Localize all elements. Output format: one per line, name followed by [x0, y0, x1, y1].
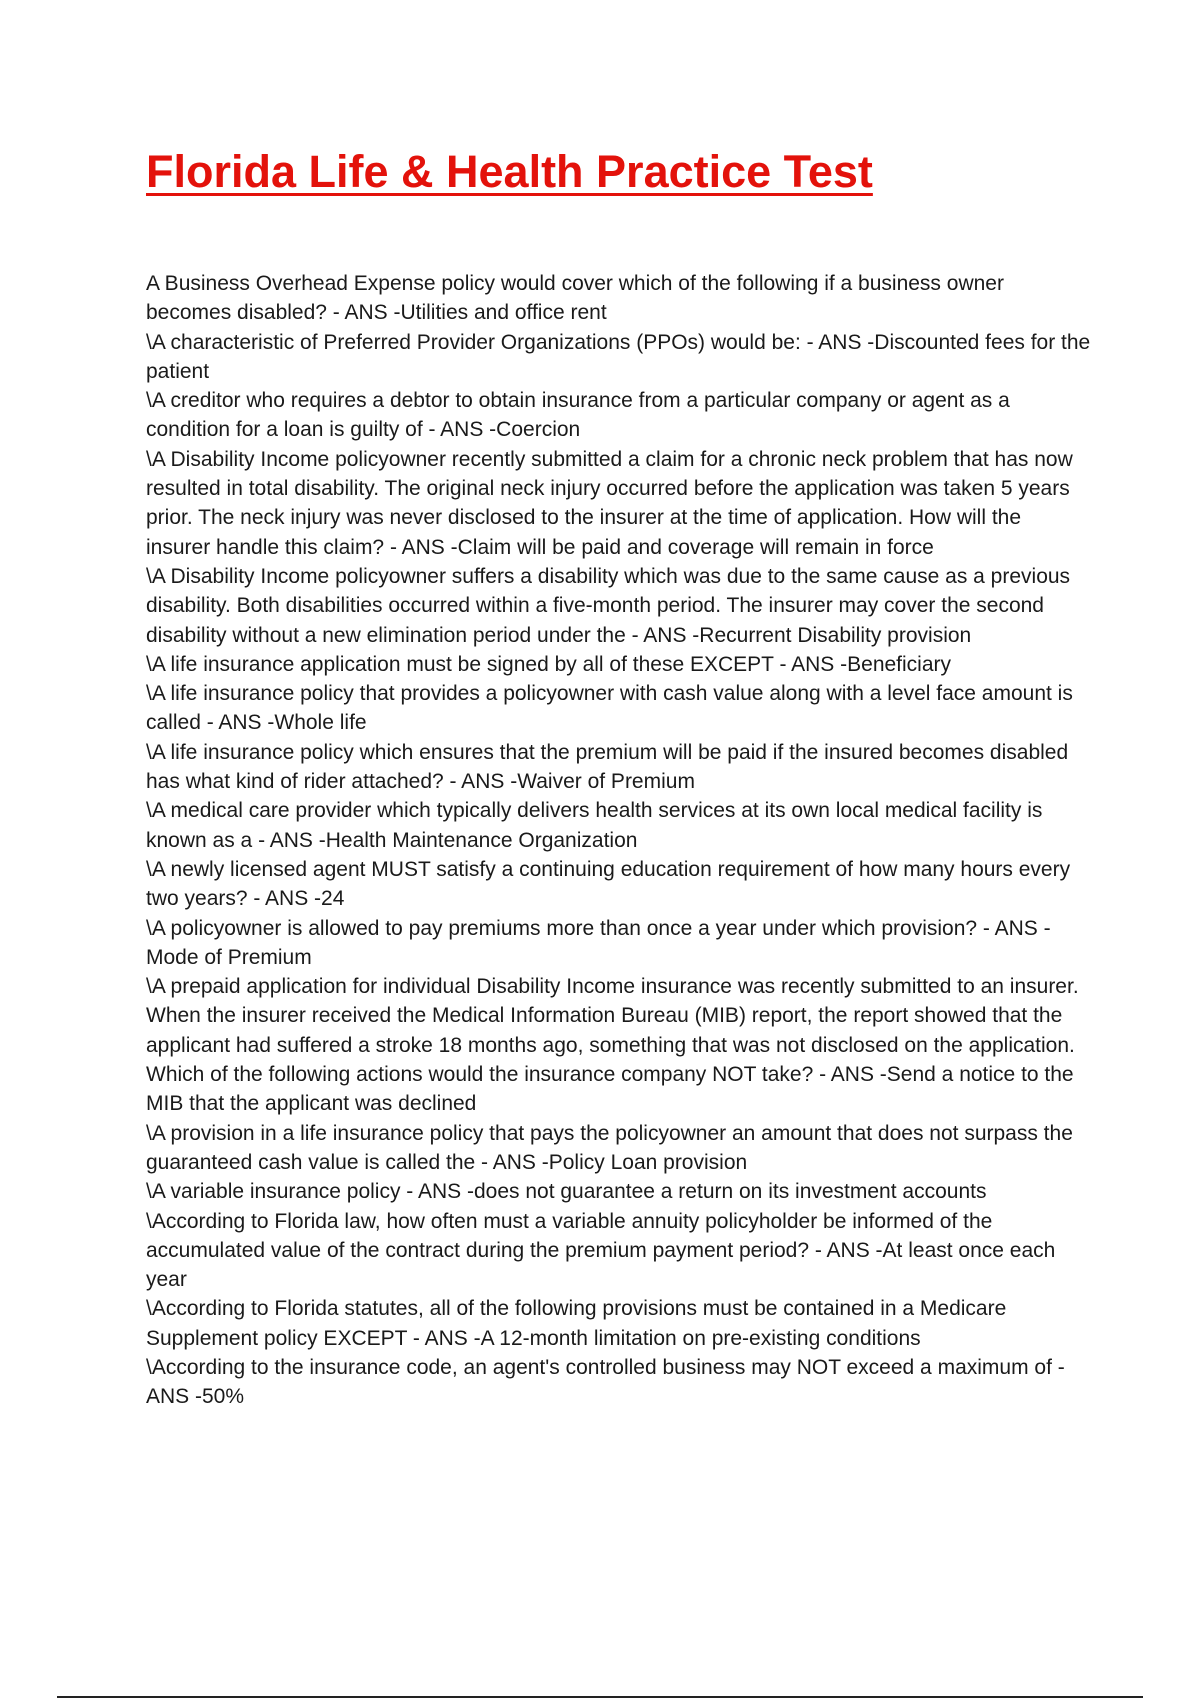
qa-item: \A life insurance policy which ensures that the premium will be paid if the insured becomes disabled has what kind of rider attached? - ANS -Waiver of Premium	[146, 740, 1069, 794]
qa-item: \A Disability Income policyowner suffers a disability which was due to the same cause as a previous disability. Both disabilities occurred within a five-month period. The insurer may cover the second disability without a new elimination period under the - ANS -Recurrent Disability provision	[146, 564, 1071, 647]
qa-item: \A characteristic of Preferred Provider Organizations (PPOs) would be: - ANS -Discounted fees for the patient	[146, 330, 1091, 383]
qa-item: \A policyowner is allowed to pay premiums more than once a year under which provision? - ANS -Mode of Premium	[146, 916, 1051, 969]
qa-item: \A Disability Income policyowner recently submitted a claim for a chronic neck problem that has now resulted in total disability. The original neck injury occurred before the application was taken 5 years prior. The neck injury was never disclosed to the insurer at the time of application. How will the insurer handle this claim? - ANS -Claim will be paid and coverage will remain in force	[146, 447, 1073, 559]
qa-item: \According to Florida law, how often must a variable annuity policyholder be informed of the accumulated value of the contract during the premium payment period? - ANS -At least once each year	[146, 1209, 1056, 1292]
qa-item: \A prepaid application for individual Disability Income insurance was recently submitted to an insurer. When the insurer received the Medical Information Bureau (MIB) report, the report showed that the applicant had suffered a stroke 18 months ago, something that was not disclosed on the application. Which of the following actions would the insurance company NOT take? - ANS -Send a notice to the MIB that the applicant was declined	[146, 975, 1079, 1116]
page-title: Florida Life & Health Practice Test	[146, 146, 873, 197]
footer-divider	[57, 1696, 1143, 1698]
qa-item: \A creditor who requires a debtor to obtain insurance from a particular company or agent as a condition for a loan is guilty of - ANS -Coercion	[146, 389, 1010, 442]
qa-item: A Business Overhead Expense policy would cover which of the following if a business owner becomes disabled? - ANS -Utilities and office rent	[146, 272, 1004, 325]
qa-item: \According to the insurance code, an agent's controlled business may NOT exceed a maximum of - ANS -50%	[146, 1355, 1065, 1409]
qa-item: \A medical care provider which typically delivers health services at its own local medical facility is known as a - ANS -Health Maintenance Organization	[146, 799, 1043, 852]
qa-item: \A newly licensed agent MUST satisfy a continuing education requirement of how many hours every two years? - ANS -24	[146, 857, 1071, 911]
question-answer-list	[146, 269, 1091, 1412]
qa-item: \According to Florida statutes, all of the following provisions must be contained in a Medicare Supplement policy EXCEPT - ANS -A 12-month limitation on pre-existing conditions	[146, 1297, 1007, 1350]
qa-item: \A life insurance policy that provides a policyowner with cash value along with a level face amount is called - ANS -Whole life	[146, 682, 1073, 735]
qa-item: \A life insurance application must be signed by all of these EXCEPT - ANS -Beneficiary	[146, 652, 952, 676]
qa-item: \A variable insurance policy - ANS -does not guarantee a return on its investment accounts	[146, 1180, 987, 1204]
qa-item: \A provision in a life insurance policy that pays the policyowner an amount that does not surpass the guaranteed cash value is called the - ANS -Policy Loan provision	[146, 1121, 1073, 1174]
